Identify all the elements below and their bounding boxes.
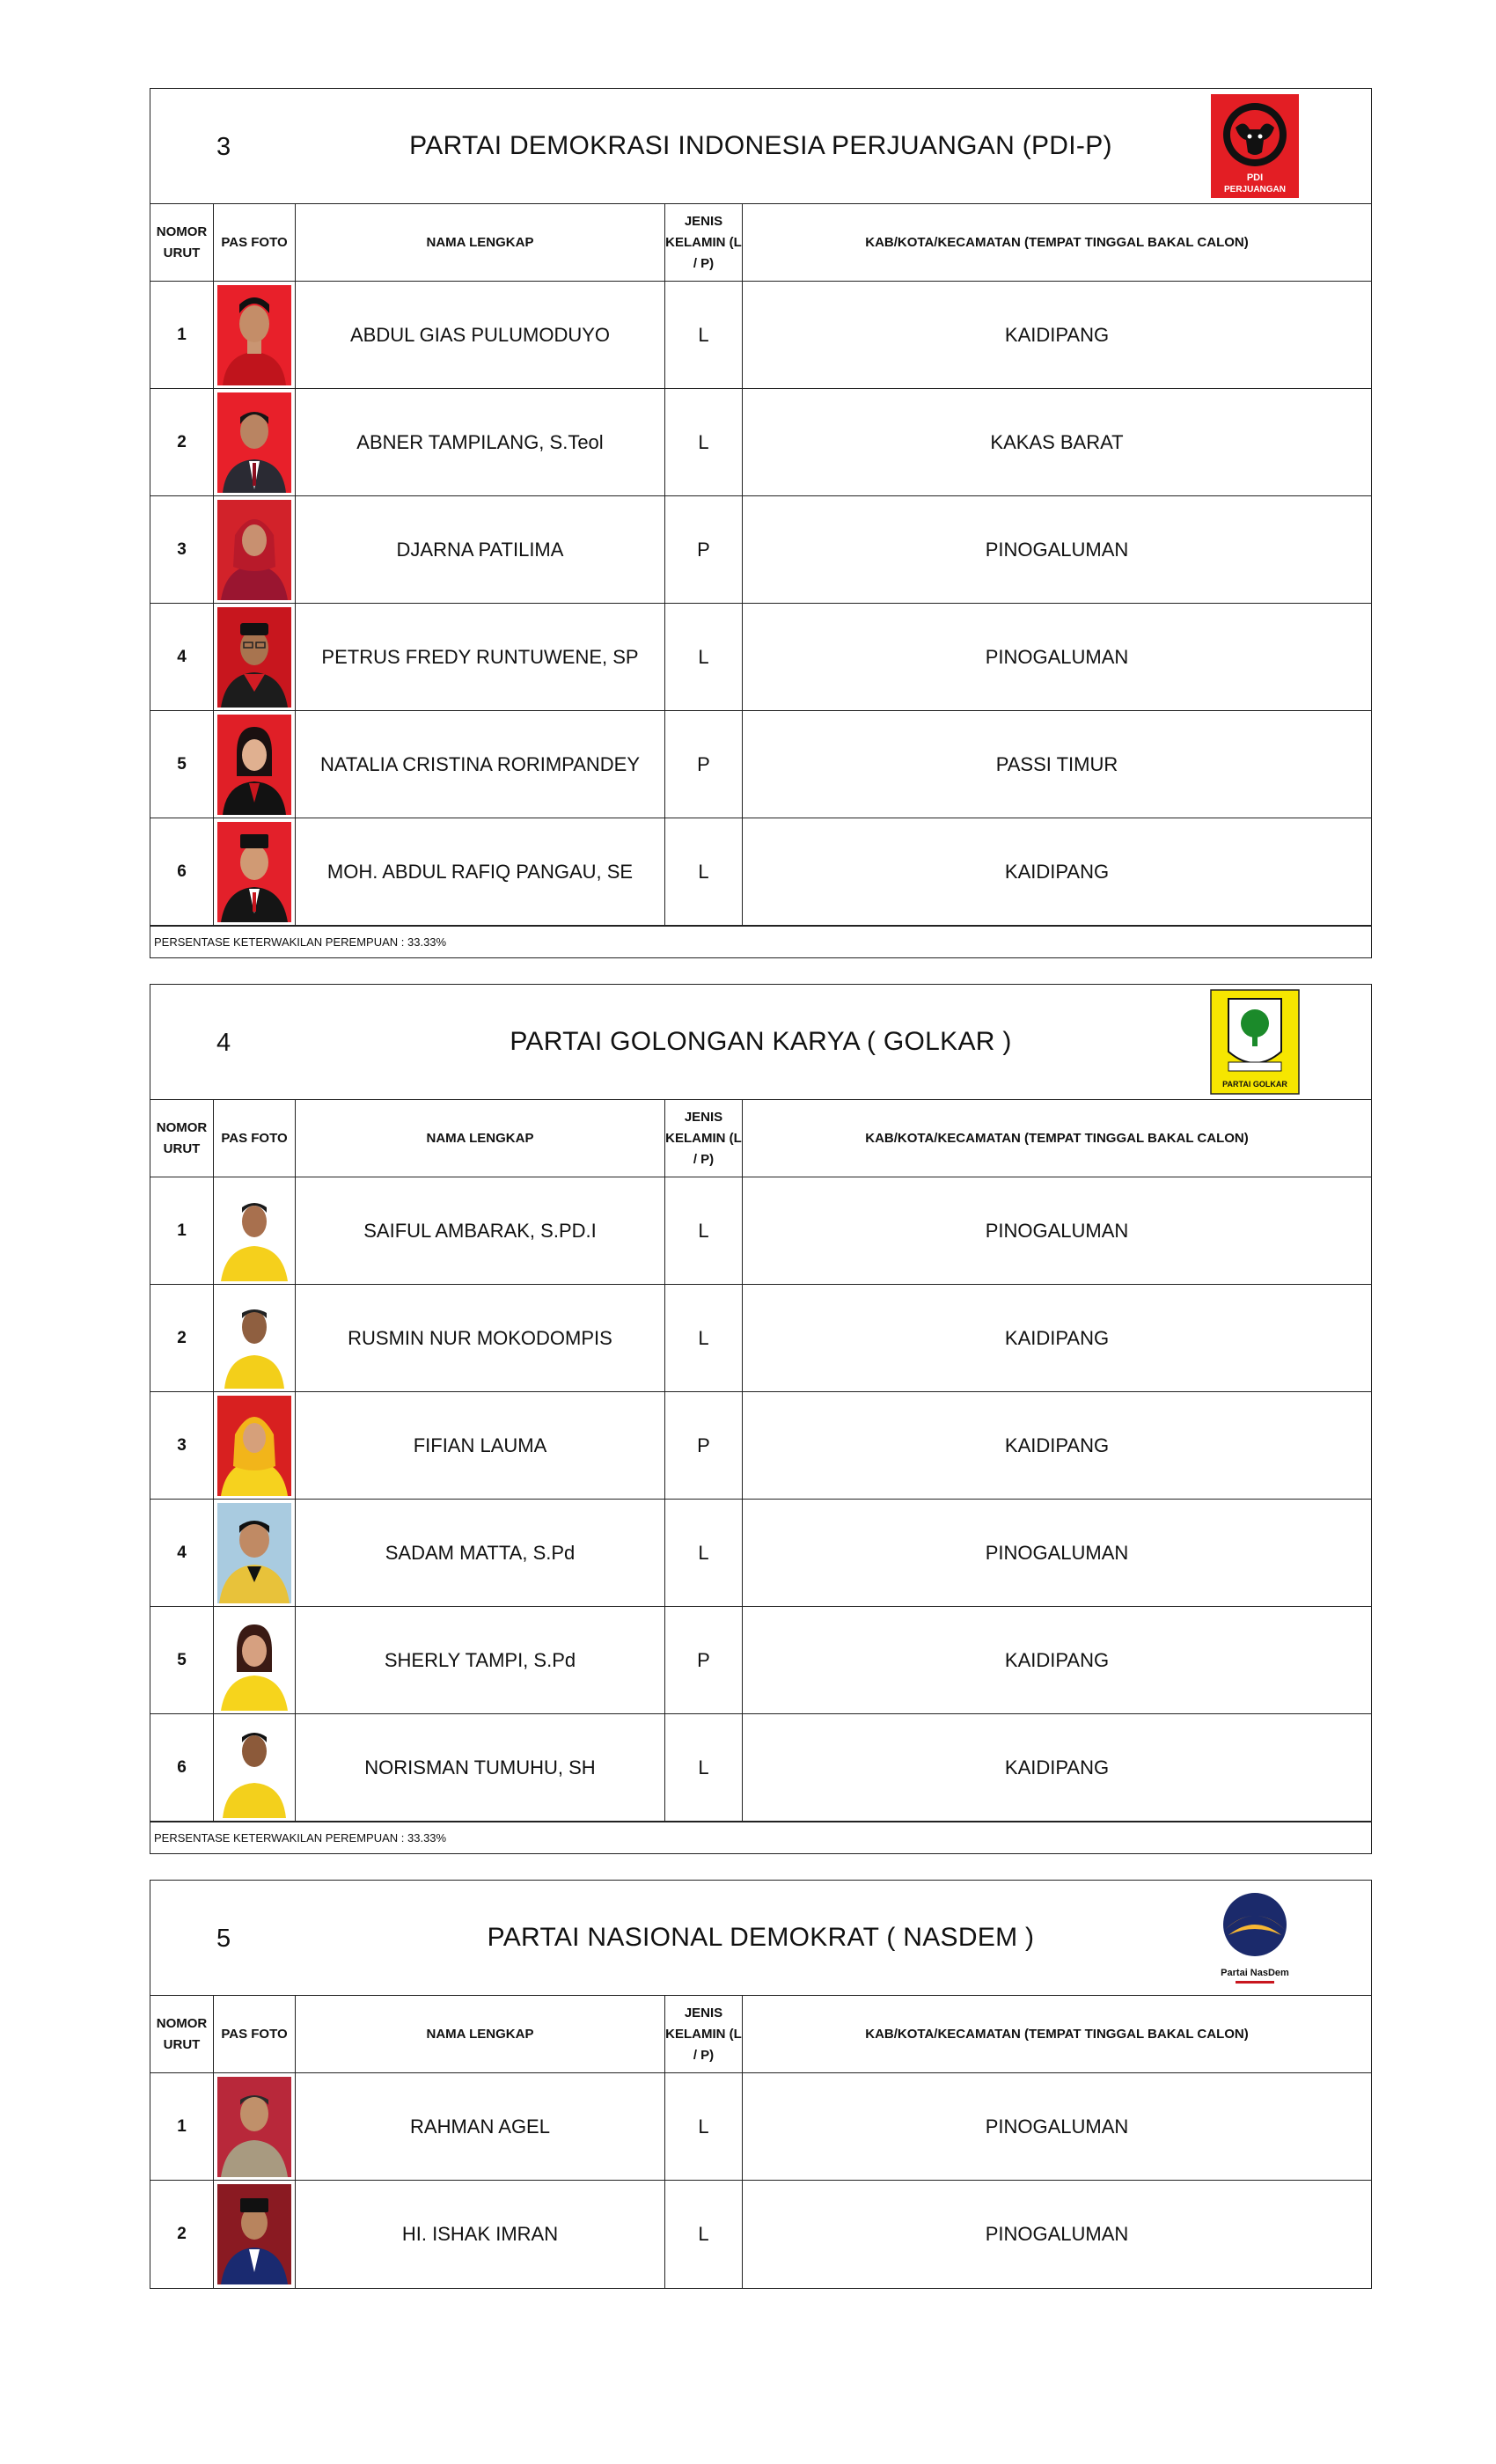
candidate-photo bbox=[217, 715, 291, 815]
candidate-photo bbox=[217, 1288, 291, 1389]
nasdem-orb-logo-icon bbox=[1209, 1884, 1301, 1991]
col-header-nomor-urut: NOMOR URUT bbox=[150, 1996, 214, 2072]
table-row bbox=[150, 389, 1371, 496]
pdip-bull-logo-icon bbox=[1209, 92, 1301, 200]
candidate-number: 1 bbox=[150, 2073, 214, 2180]
photo-cell bbox=[214, 1500, 296, 1606]
candidate-number: 2 bbox=[150, 389, 214, 495]
candidate-location: KAIDIPANG bbox=[1004, 1756, 1110, 1778]
party-header bbox=[150, 985, 1371, 1100]
table-row bbox=[150, 496, 1371, 604]
col-header-tempat-tinggal: KAB/KOTA/KECAMATAN (TEMPAT TINGGAL BAKAL CALON) bbox=[865, 234, 1249, 250]
candidate-location: PINOGALUMAN bbox=[985, 1541, 1129, 1564]
candidate-location: KAIDIPANG bbox=[1004, 1648, 1110, 1671]
photo-cell bbox=[214, 604, 296, 710]
candidate-name: HI. ISHAK IMRAN bbox=[296, 2181, 665, 2288]
candidate-name: SAIFUL AMBARAK, S.PD.I bbox=[296, 1177, 665, 1284]
candidate-location: KAIDIPANG bbox=[1004, 1326, 1110, 1349]
photo-cell bbox=[214, 711, 296, 818]
candidate-photo bbox=[217, 392, 291, 493]
photo-cell bbox=[214, 2073, 296, 2180]
candidate-name: NATALIA CRISTINA RORIMPANDEY bbox=[296, 711, 665, 818]
candidate-photo bbox=[217, 2184, 291, 2284]
candidate-photo bbox=[217, 285, 291, 385]
candidate-number: 5 bbox=[150, 1607, 214, 1713]
candidate-sex: P bbox=[665, 1392, 743, 1499]
party-name: PARTAI NASIONAL DEMOKRAT ( NASDEM ) bbox=[487, 1923, 1035, 1952]
candidate-location: KAIDIPANG bbox=[1004, 1434, 1110, 1456]
golkar-banyan-logo-icon bbox=[1209, 988, 1301, 1096]
candidate-location: PINOGALUMAN bbox=[985, 538, 1129, 561]
table-row bbox=[150, 1177, 1371, 1285]
candidate-number: 3 bbox=[150, 1392, 214, 1499]
candidate-location: KAKAS BARAT bbox=[990, 430, 1124, 453]
candidate-photo bbox=[217, 1503, 291, 1603]
candidate-location: KAIDIPANG bbox=[1004, 323, 1110, 346]
table-header-row bbox=[150, 204, 1371, 282]
candidate-name: ABDUL GIAS PULUMODUYO bbox=[296, 282, 665, 388]
candidate-location: PINOGALUMAN bbox=[985, 2115, 1129, 2138]
candidate-sex: L bbox=[665, 1177, 743, 1284]
candidate-photo bbox=[217, 1181, 291, 1281]
svg-text:PARTAI GOLKAR: PARTAI GOLKAR bbox=[1222, 1080, 1287, 1089]
candidate-sex: L bbox=[665, 389, 743, 495]
col-header-nama-lengkap: NAMA LENGKAP bbox=[296, 1996, 665, 2072]
candidate-name: NORISMAN TUMUHU, SH bbox=[296, 1714, 665, 1821]
photo-cell bbox=[214, 496, 296, 603]
svg-text:PERJUANGAN: PERJUANGAN bbox=[1223, 185, 1287, 194]
table-row bbox=[150, 1392, 1371, 1500]
candidate-name: RUSMIN NUR MOKODOMPIS bbox=[296, 1285, 665, 1391]
candidate-sex: L bbox=[665, 282, 743, 388]
candidate-name: SHERLY TAMPI, S.Pd bbox=[296, 1607, 665, 1713]
photo-cell bbox=[214, 1392, 296, 1499]
table-row bbox=[150, 1607, 1371, 1714]
candidate-sex: P bbox=[665, 1607, 743, 1713]
candidate-number: 6 bbox=[150, 1714, 214, 1821]
candidate-location: PINOGALUMAN bbox=[985, 2223, 1129, 2245]
col-header-nama-lengkap: NAMA LENGKAP bbox=[296, 1100, 665, 1177]
candidate-photo bbox=[217, 822, 291, 922]
party-section-pdip bbox=[150, 88, 1372, 958]
party-header bbox=[150, 1881, 1371, 1996]
candidate-location: PASSI TIMUR bbox=[995, 752, 1118, 775]
photo-cell bbox=[214, 2181, 296, 2288]
photo-cell bbox=[214, 282, 296, 388]
col-header-pas-foto: PAS FOTO bbox=[214, 1100, 296, 1177]
col-header-nama-lengkap: NAMA LENGKAP bbox=[296, 204, 665, 281]
party-name: PARTAI DEMOKRASI INDONESIA PERJUANGAN (PDI-P) bbox=[409, 131, 1112, 160]
photo-cell bbox=[214, 389, 296, 495]
col-header-tempat-tinggal: KAB/KOTA/KECAMATAN (TEMPAT TINGGAL BAKAL CALON) bbox=[865, 2026, 1249, 2042]
candidate-location: PINOGALUMAN bbox=[985, 645, 1129, 668]
table-row bbox=[150, 1714, 1371, 1822]
col-header-jenis-kelamin: JENIS KELAMIN (L / P) bbox=[665, 1996, 743, 2072]
candidate-name: PETRUS FREDY RUNTUWENE, SP bbox=[296, 604, 665, 710]
col-header-pas-foto: PAS FOTO bbox=[214, 204, 296, 281]
women-representation-percentage: PERSENTASE KETERWAKILAN PEREMPUAN : 33.33% bbox=[150, 1822, 1371, 1853]
party-number: 4 bbox=[216, 1029, 231, 1057]
candidate-location: KAIDIPANG bbox=[1004, 860, 1110, 883]
candidate-name: SADAM MATTA, S.Pd bbox=[296, 1500, 665, 1606]
candidate-location: PINOGALUMAN bbox=[985, 1219, 1129, 1242]
candidate-name: DJARNA PATILIMA bbox=[296, 496, 665, 603]
photo-cell bbox=[214, 1714, 296, 1821]
table-row bbox=[150, 711, 1371, 818]
candidate-photo bbox=[217, 1718, 291, 1818]
table-header-row bbox=[150, 1100, 1371, 1177]
candidate-sex: L bbox=[665, 1500, 743, 1606]
table-row bbox=[150, 1285, 1371, 1392]
women-representation-percentage: PERSENTASE KETERWAKILAN PEREMPUAN : 33.33% bbox=[150, 926, 1371, 957]
table-row bbox=[150, 2181, 1371, 2288]
candidate-photo bbox=[217, 2077, 291, 2177]
candidate-name: RAHMAN AGEL bbox=[296, 2073, 665, 2180]
col-header-nomor-urut: NOMOR URUT bbox=[150, 1100, 214, 1177]
col-header-tempat-tinggal: KAB/KOTA/KECAMATAN (TEMPAT TINGGAL BAKAL CALON) bbox=[865, 1130, 1249, 1146]
party-number: 5 bbox=[216, 1925, 231, 1953]
candidate-sex: L bbox=[665, 818, 743, 925]
table-row bbox=[150, 282, 1371, 389]
candidate-photo bbox=[217, 1610, 291, 1711]
candidate-sex: L bbox=[665, 1714, 743, 1821]
candidate-photo bbox=[217, 1396, 291, 1496]
col-header-jenis-kelamin: JENIS KELAMIN (L / P) bbox=[665, 1100, 743, 1177]
candidate-photo bbox=[217, 607, 291, 708]
col-header-jenis-kelamin: JENIS KELAMIN (L / P) bbox=[665, 204, 743, 281]
candidate-sex: L bbox=[665, 1285, 743, 1391]
candidate-name: ABNER TAMPILANG, S.Teol bbox=[296, 389, 665, 495]
table-row bbox=[150, 2073, 1371, 2181]
party-name: PARTAI GOLONGAN KARYA ( GOLKAR ) bbox=[510, 1027, 1012, 1056]
candidate-photo bbox=[217, 500, 291, 600]
candidate-number: 1 bbox=[150, 282, 214, 388]
table-row bbox=[150, 818, 1371, 926]
party-header bbox=[150, 89, 1371, 204]
party-section-nasdem bbox=[150, 1880, 1372, 2289]
table-row bbox=[150, 604, 1371, 711]
col-header-nomor-urut: NOMOR URUT bbox=[150, 204, 214, 281]
table-header-row bbox=[150, 1996, 1371, 2073]
photo-cell bbox=[214, 1607, 296, 1713]
candidate-number: 4 bbox=[150, 1500, 214, 1606]
col-header-pas-foto: PAS FOTO bbox=[214, 1996, 296, 2072]
candidate-number: 2 bbox=[150, 1285, 214, 1391]
candidate-sex: L bbox=[665, 604, 743, 710]
candidate-number: 4 bbox=[150, 604, 214, 710]
candidate-sex: P bbox=[665, 711, 743, 818]
candidate-name: FIFIAN LAUMA bbox=[296, 1392, 665, 1499]
party-section-golkar bbox=[150, 984, 1372, 1854]
candidate-number: 6 bbox=[150, 818, 214, 925]
candidate-sex: P bbox=[665, 496, 743, 603]
candidate-number: 3 bbox=[150, 496, 214, 603]
photo-cell bbox=[214, 818, 296, 925]
candidate-number: 1 bbox=[150, 1177, 214, 1284]
candidate-sex: L bbox=[665, 2073, 743, 2180]
party-number: 3 bbox=[216, 133, 231, 161]
svg-text:Partai NasDem: Partai NasDem bbox=[1221, 1968, 1289, 1978]
candidate-sex: L bbox=[665, 2181, 743, 2288]
candidate-number: 5 bbox=[150, 711, 214, 818]
photo-cell bbox=[214, 1177, 296, 1284]
table-row bbox=[150, 1500, 1371, 1607]
photo-cell bbox=[214, 1285, 296, 1391]
svg-text:PDI: PDI bbox=[1246, 172, 1264, 183]
candidate-number: 2 bbox=[150, 2181, 214, 2288]
candidate-name: MOH. ABDUL RAFIQ PANGAU, SE bbox=[296, 818, 665, 925]
